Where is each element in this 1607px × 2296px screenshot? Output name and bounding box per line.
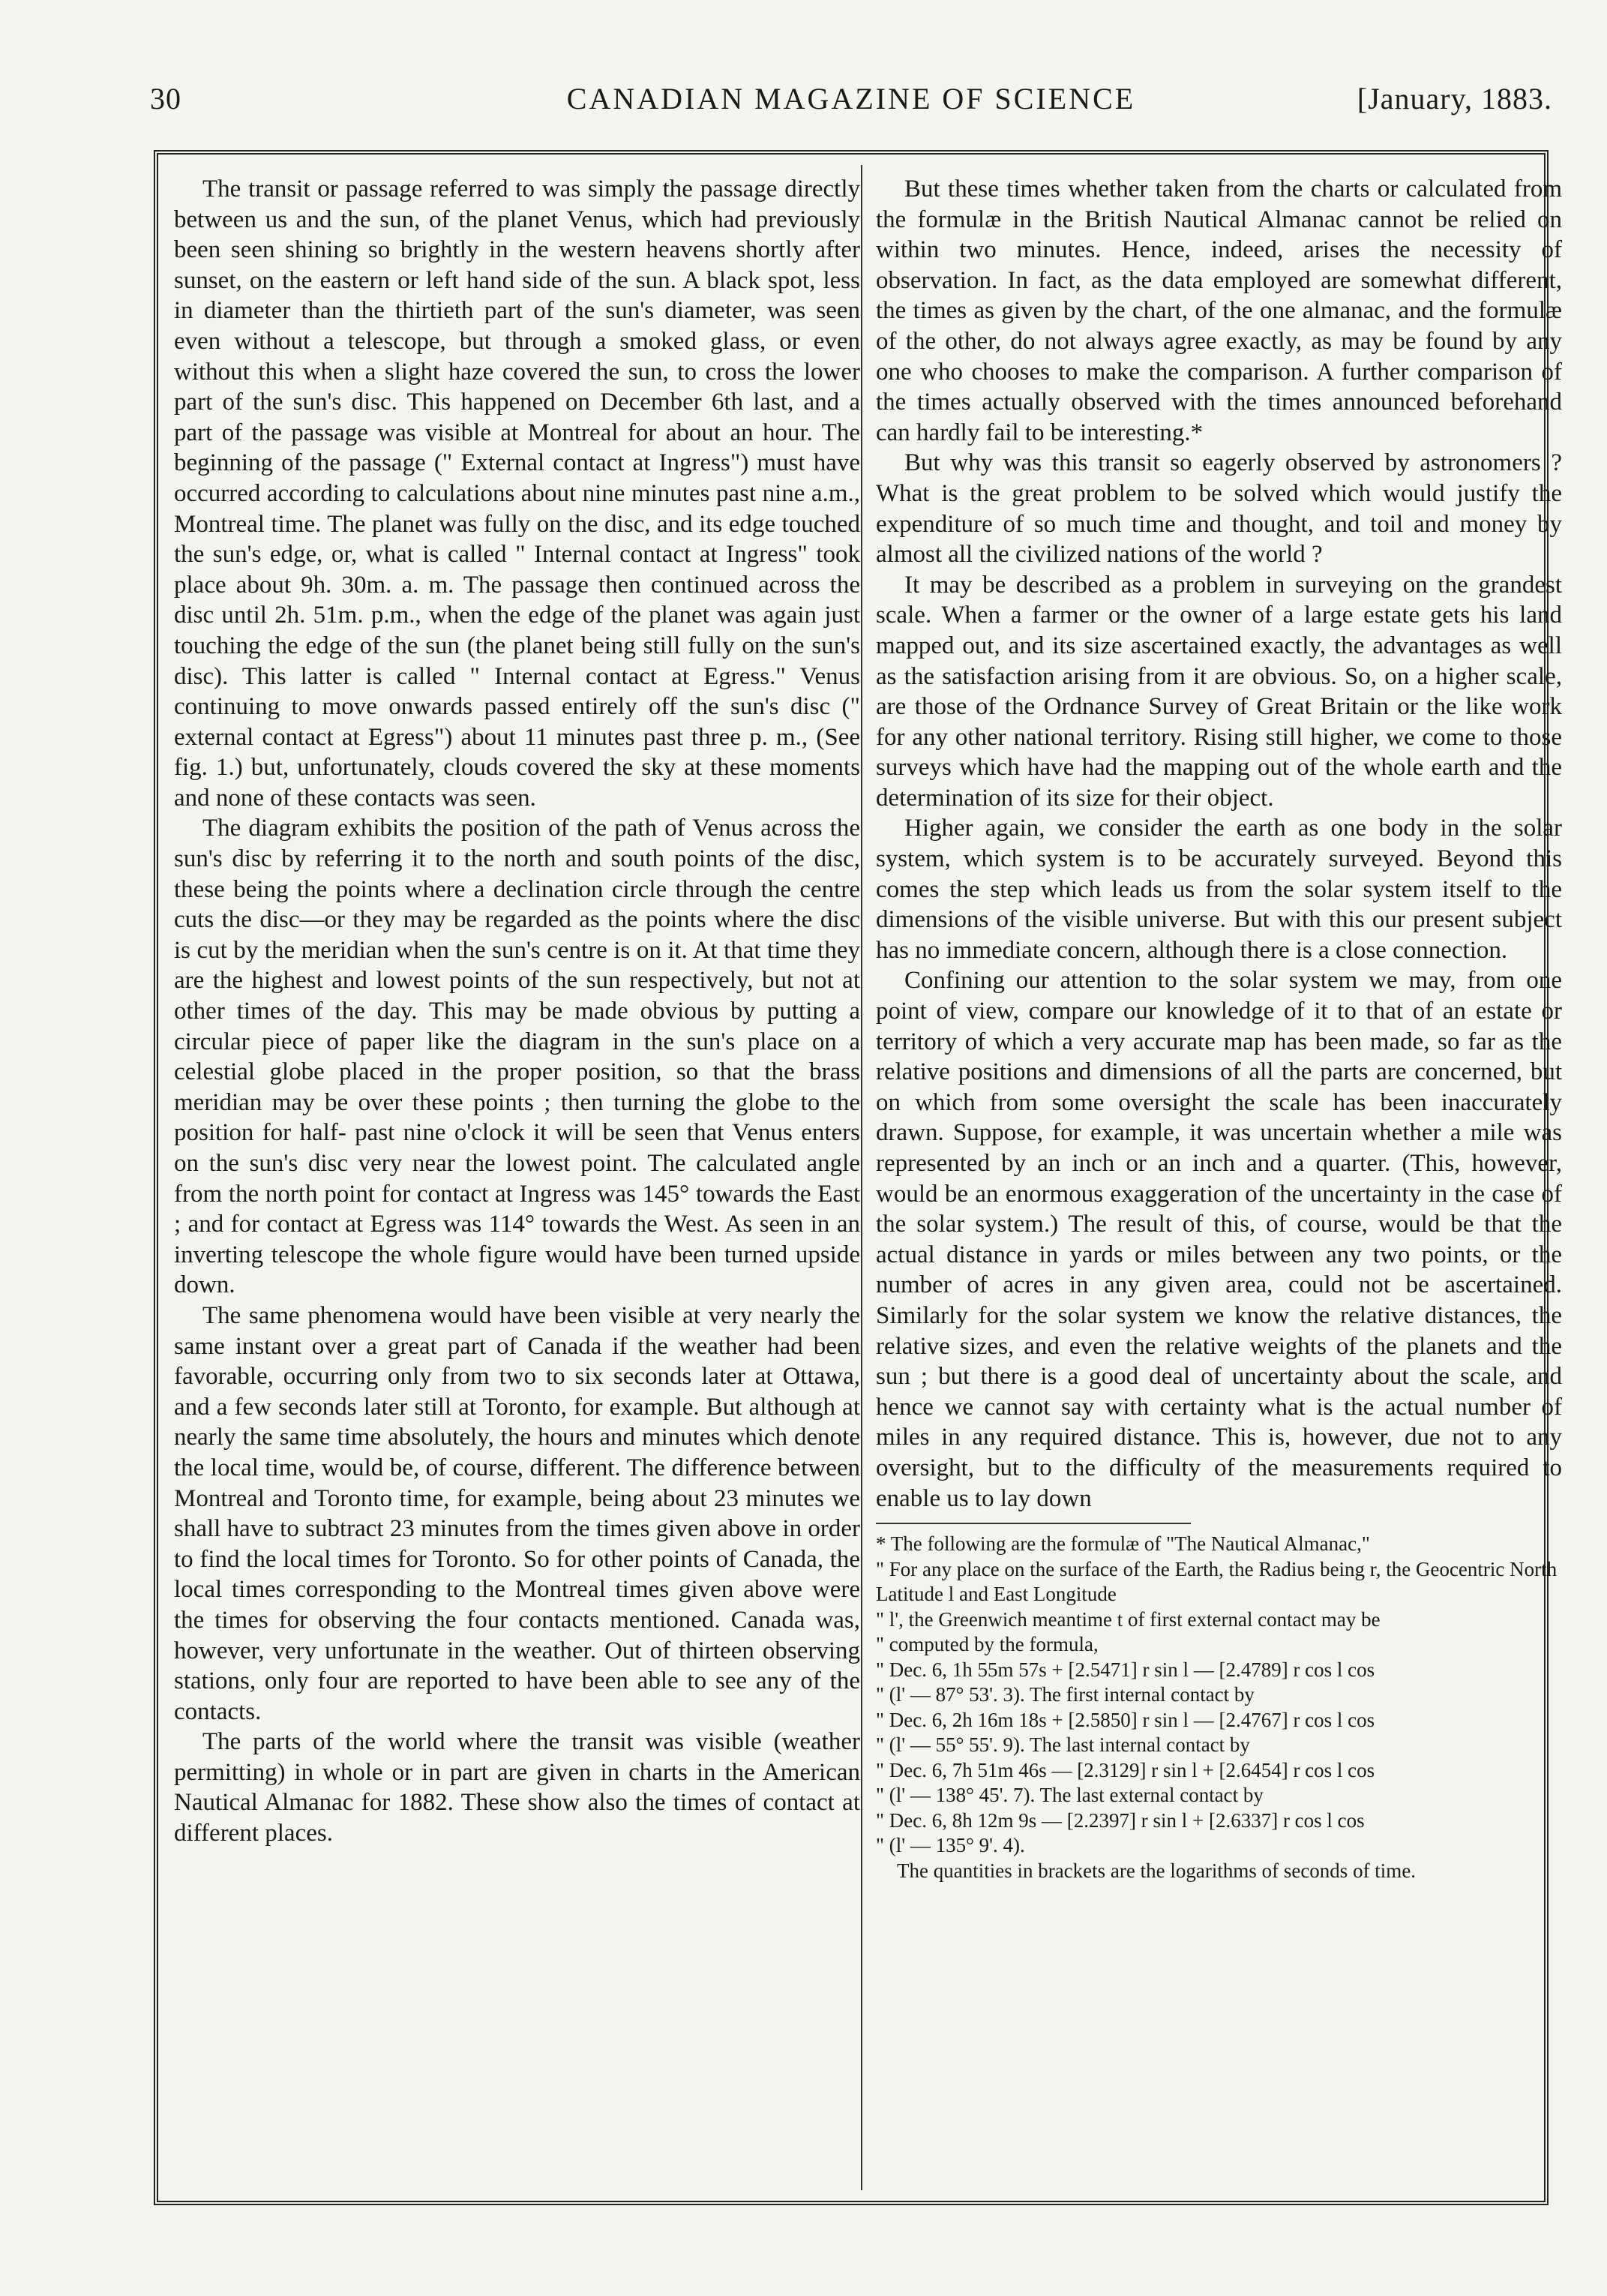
- right-column: [876, 174, 1562, 2192]
- footnote-line: " Dec. 6, 1h 55m 57s + [2.5471] r sin l — [2.4789] r cos l cos: [876, 1658, 1375, 1681]
- footnote-note: The quantities in brackets are the logarithms of seconds of time.: [897, 1859, 1417, 1882]
- paragraph: But these times whether taken from the charts or calculated from the formulæ in the British Nautical Almanac cannot be relied on within two minutes. Hence, indeed, arises the necessity of observation. In fact, as the data employed are somewhat different, the times as given by the chart, of the one almanac, and the formulæ of the other, do not always agree exactly, as may be found by any one who chooses to make the comparison. A further comparison of the times actually observed with the times announced beforehand can hardly fail to be interesting.*: [876, 176, 1562, 446]
- footnote-line: " (l' — 55° 55'. 9). The last internal contact by: [876, 1733, 1250, 1757]
- footnote-line: " (l' — 135° 9'. 4).: [876, 1834, 1025, 1857]
- footnote-line: " l', the Greenwich meantime t of first external contact may be: [876, 1607, 1381, 1631]
- running-title: CANADIAN MAGAZINE OF SCIENCE: [566, 82, 1136, 116]
- paragraph: The transit or passage referred to was simply the passage directly between us and the sun, of the planet Venus, which had previously been seen shining so brightly in the western heavens shortly after sunset, on the eastern or left hand side of the sun. A black spot, less in diameter than the thirtieth part of the sun's diameter, was seen even without a telescope, but through a smoked glass, or even without this when a slight haze covered the sun, to cross the lower part of the sun's disc. This happened on December 6th last, and a part of the passage was visible at Montreal for about an hour. The beginning of the passage (" External contact at Ingress") must have occurred according to calculations about nine minutes past nine a.m., Montreal time. The planet was fully on the disc, and its edge touched the sun's edge, or, what is called " Internal contact at Ingress" took place about 9h. 30m. a. m. The passage then continued across the disc until 2h. 51m. p.m., when the edge of the planet was again just touching the edge of the sun (the planet being still fully on the sun's disc). This latter is called " Internal contact at Egress." Venus continuing to move onwards passed entirely off the sun's disc (" external contact at Egress") about 11 minutes past three p. m., (See fig. 1.) but, unfortunately, clouds covered the sky at these moments and none of these contacts was seen.: [174, 176, 860, 812]
- footnote: [876, 1532, 1562, 1883]
- page-header: [150, 81, 1552, 126]
- footnote-line: " (l' — 138° 45'. 7). The last external contact by: [876, 1784, 1264, 1807]
- paragraph: The same phenomena would have been visible at very nearly the same instant over a great part of Canada if the weather had been favorable, occurring only from two to six seconds later at Ottawa, and a few seconds later still at Toronto, for example. But although at nearly the same time absolutely, the hours and minutes which denote the local time, would be, of course, different. The difference between Montreal and Toronto time, for example, being about 23 minutes we shall have to subtract 23 minutes from the times given above in order to find the local times for Toronto. So for other points of Canada, the local times corresponding to the Montreal times given above were the times for observing the four contacts mentioned. Canada was, however, very unfortunate in the weather. Out of thirteen observing stations, only four are reported to have been able to see any of the contacts.: [174, 1301, 860, 1725]
- footnote-line: " Dec. 6, 2h 16m 18s + [2.5850] r sin l — [2.4767] r cos l cos: [876, 1708, 1375, 1731]
- paragraph: The diagram exhibits the position of the path of Venus across the sun's disc by referring it to the north and south points of the disc, these being the points where a declination circle through the centre cuts the disc—or they may be regarded as the points where the disc is cut by the meridian when the sun's centre is on it. At that time they are the highest and lowest points of the sun respectively, but not at other times of the day. This may be made obvious by putting a circular piece of paper like the diagram in the sun's place on a celestial globe placed in the proper position, so that the brass meridian may be over these points ; then turning the globe to the position for half- past nine o'clock it will be seen that Venus enters on the sun's disc very near the lowest point. The calculated angle from the north point for contact at Ingress was 145° towards the East ; and for contact at Egress was 114° towards the West. As seen in an inverting telescope the whole figure would have been turned upside down.: [174, 815, 860, 1299]
- footnote-line: " For any place on the surface of the Earth, the Radius being r, the Geocentric North Latitude l and East Longitude: [876, 1557, 1558, 1606]
- footnote-rule: [876, 1523, 1191, 1524]
- left-column: [174, 174, 860, 2192]
- issue-date: [January, 1883.: [1357, 82, 1552, 116]
- page-number: 30: [150, 82, 181, 116]
- paragraph: Higher again, we consider the earth as one body in the solar system, which system is to be accurately surveyed. Beyond this comes the step which leads us from the solar system itself to the dimensions of the visible universe. But with this our present subject has no immediate concern, although there is a close connection.: [876, 815, 1562, 964]
- paragraph: But why was this transit so eagerly observed by astronomers ? What is the great problem to be solved which would justify the expenditure of so much time and thought, and toil and money by almost all the civilized nations of the world ?: [876, 449, 1562, 569]
- footnote-line: " (l' — 87° 53'. 3). The first internal contact by: [876, 1683, 1255, 1706]
- footnote-line: * The following are the formulæ of "The Nautical Almanac,": [876, 1532, 1370, 1556]
- paragraph: The parts of the world where the transit was visible (weather permitting) in whole or in part are given in charts in the American Nautical Almanac for 1882. These show also the times of contact at different places.: [174, 1728, 860, 1847]
- column-divider: [861, 165, 862, 2190]
- footnote-line: " Dec. 6, 7h 51m 46s — [2.3129] r sin l + [2.6454] r cos l cos: [876, 1758, 1375, 1781]
- paragraph: It may be described as a problem in surveying on the grandest scale. When a farmer or the owner of a large estate gets his land mapped out, and its size ascertained exactly, the advantages as well as the satisfaction arising from it are obvious. So, on a higher scale, are those of the Ordnance Survey of Great Britain or the like work for any other national territory. Rising still higher, we come to those surveys which have had the mapping out of the whole earth and the determination of its size for their object.: [876, 571, 1562, 812]
- footnote-line: " computed by the formula,: [876, 1633, 1099, 1656]
- footnote-line: " Dec. 6, 8h 12m 9s — [2.2397] r sin l + [2.6337] r cos l cos: [876, 1808, 1365, 1832]
- paragraph: Confining our attention to the solar system we may, from one point of view, compare our knowledge of it to that of an estate or territory of which a very accurate map has been made, so far as the relative positions and dimensions of all the parts are concerned, but on which from some oversight the scale has been inaccurately drawn. Suppose, for example, it was uncertain whether a mile was represented by an inch or an inch and a quarter. (This, however, would be an enormous exaggeration of the uncertainty in the case of the solar system.) The result of this, of course, would be that the actual distance in yards or miles between any two points, or the number of acres in any given area, could not be ascertained. Similarly for the solar system we know the relative distances, the relative sizes, and even the relative weights of the planets and the sun ; but there is a good deal of uncertainty about the scale, and hence we cannot say with certainty what is the actual number of miles in any required distance. This is, however, due not to any oversight, but to the difficulty of the measurements required to enable us to lay down: [876, 967, 1562, 1512]
